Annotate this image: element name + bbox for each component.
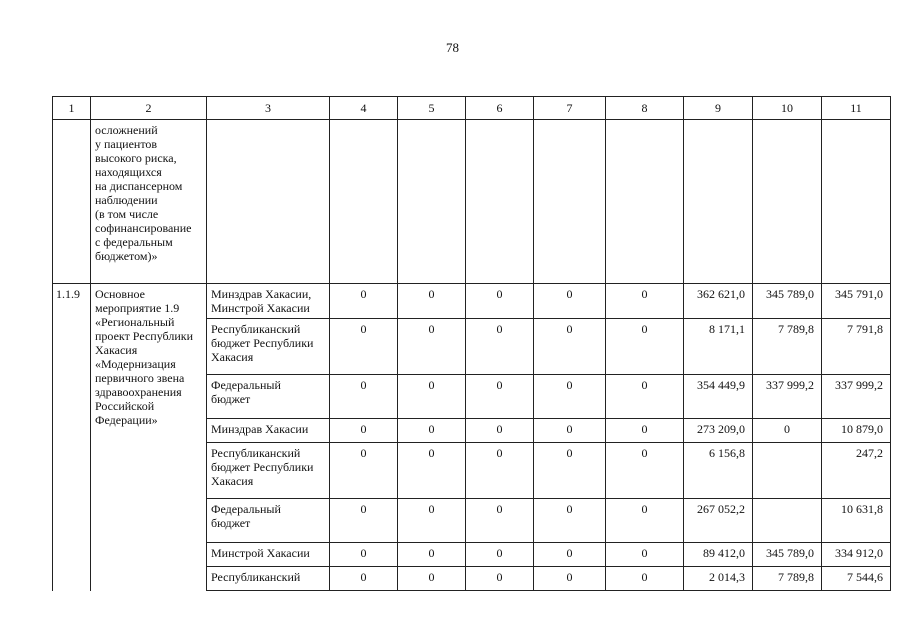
empty-cell — [606, 120, 684, 284]
measure-code: 1.1.9 — [53, 284, 91, 591]
header-cell: 9 — [684, 97, 753, 120]
amount-cell: 7 789,8 — [753, 567, 822, 591]
value-cell: 0 — [330, 567, 398, 591]
value-cell: 0 — [466, 543, 534, 567]
value-cell: 0 — [606, 319, 684, 375]
executor-cell: Федеральный бюджет — [207, 375, 330, 419]
value-cell: 0 — [534, 319, 606, 375]
amount-cell: 345 789,0 — [753, 284, 822, 319]
continuation-row — [53, 120, 891, 284]
value-cell: 0 — [330, 419, 398, 443]
empty-cell — [822, 120, 891, 284]
amount-cell: 273 209,0 — [684, 419, 753, 443]
value-cell: 0 — [466, 499, 534, 543]
budget-table — [52, 96, 891, 591]
value-cell: 0 — [330, 284, 398, 319]
value-cell: 0 — [330, 499, 398, 543]
empty-cell — [53, 120, 91, 284]
value-cell: 0 — [606, 443, 684, 499]
amount-cell — [753, 499, 822, 543]
value-cell: 0 — [534, 443, 606, 499]
page-number: 78 — [446, 40, 459, 55]
amount-cell — [753, 443, 822, 499]
value-cell: 0 — [534, 375, 606, 419]
value-cell: 0 — [534, 499, 606, 543]
executor-cell: Республиканский бюджет Республики Хакасия — [207, 443, 330, 499]
value-cell: 0 — [534, 284, 606, 319]
amount-cell: 0 — [753, 419, 822, 443]
amount-cell: 10 631,8 — [822, 499, 891, 543]
amount-cell: 2 014,3 — [684, 567, 753, 591]
value-cell: 0 — [534, 543, 606, 567]
amount-cell: 7 791,8 — [822, 319, 891, 375]
empty-cell — [207, 120, 330, 284]
value-cell: 0 — [606, 375, 684, 419]
value-cell: 0 — [398, 419, 466, 443]
empty-cell — [330, 120, 398, 284]
value-cell: 0 — [330, 375, 398, 419]
header-cell: 1 — [53, 97, 91, 120]
header-cell: 4 — [330, 97, 398, 120]
header-cell: 10 — [753, 97, 822, 120]
value-cell: 0 — [606, 543, 684, 567]
amount-cell: 7 789,8 — [753, 319, 822, 375]
header-cell: 7 — [534, 97, 606, 120]
header-row — [53, 97, 891, 120]
measure-title: Основное мероприятие 1.9 «Региональный проект Республики Хакасия «Модернизация первичного звена здравоохранения Российской Федерации» — [91, 284, 207, 591]
amount-cell: 10 879,0 — [822, 419, 891, 443]
value-cell: 0 — [466, 567, 534, 591]
header-cell: 3 — [207, 97, 330, 120]
header-cell: 5 — [398, 97, 466, 120]
amount-cell: 8 171,1 — [684, 319, 753, 375]
value-cell: 0 — [330, 319, 398, 375]
amount-cell: 334 912,0 — [822, 543, 891, 567]
value-cell: 0 — [398, 443, 466, 499]
value-cell: 0 — [398, 499, 466, 543]
value-cell: 0 — [466, 375, 534, 419]
empty-cell — [753, 120, 822, 284]
value-cell: 0 — [398, 319, 466, 375]
value-cell: 0 — [398, 375, 466, 419]
empty-cell — [398, 120, 466, 284]
value-cell: 0 — [606, 567, 684, 591]
header-cell: 11 — [822, 97, 891, 120]
amount-cell: 345 789,0 — [753, 543, 822, 567]
value-cell: 0 — [466, 419, 534, 443]
executor-cell: Минздрав Хакасии, Минстрой Хакасии — [207, 284, 330, 319]
amount-cell: 6 156,8 — [684, 443, 753, 499]
header-cell: 8 — [606, 97, 684, 120]
value-cell: 0 — [606, 284, 684, 319]
executor-cell: Минздрав Хакасии — [207, 419, 330, 443]
amount-cell: 337 999,2 — [753, 375, 822, 419]
value-cell: 0 — [398, 567, 466, 591]
value-cell: 0 — [606, 419, 684, 443]
amount-cell: 345 791,0 — [822, 284, 891, 319]
executor-cell: Минстрой Хакасии — [207, 543, 330, 567]
value-cell: 0 — [466, 443, 534, 499]
value-cell: 0 — [398, 543, 466, 567]
amount-cell: 362 621,0 — [684, 284, 753, 319]
amount-cell: 337 999,2 — [822, 375, 891, 419]
amount-cell: 7 544,6 — [822, 567, 891, 591]
amount-cell: 247,2 — [822, 443, 891, 499]
value-cell: 0 — [330, 443, 398, 499]
executor-cell: Республиканский — [207, 567, 330, 591]
value-cell: 0 — [534, 567, 606, 591]
value-cell: 0 — [606, 499, 684, 543]
empty-cell — [684, 120, 753, 284]
continuation-text: осложнений у пациентов высокого риска, находящихся на диспансерном наблюдении (в том числе софинансирование с федеральным бюджетом)» — [91, 120, 207, 284]
value-cell: 0 — [466, 319, 534, 375]
value-cell: 0 — [330, 543, 398, 567]
executor-cell: Республиканский бюджет Республики Хакасия — [207, 319, 330, 375]
table-row — [53, 284, 891, 319]
empty-cell — [466, 120, 534, 284]
value-cell: 0 — [534, 419, 606, 443]
amount-cell: 354 449,9 — [684, 375, 753, 419]
amount-cell: 89 412,0 — [684, 543, 753, 567]
header-cell: 6 — [466, 97, 534, 120]
empty-cell — [534, 120, 606, 284]
executor-cell: Федеральный бюджет — [207, 499, 330, 543]
amount-cell: 267 052,2 — [684, 499, 753, 543]
value-cell: 0 — [398, 284, 466, 319]
value-cell: 0 — [466, 284, 534, 319]
header-cell: 2 — [91, 97, 207, 120]
